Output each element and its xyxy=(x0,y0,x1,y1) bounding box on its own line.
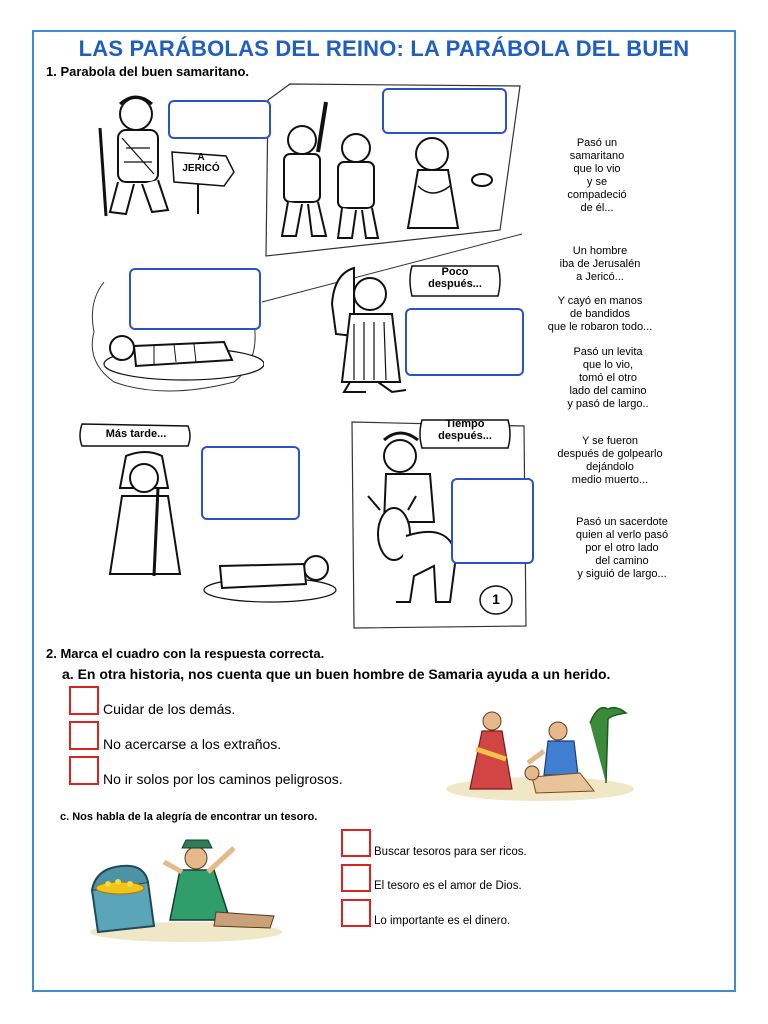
treasure-illustration xyxy=(84,832,288,944)
answer-box-2[interactable] xyxy=(382,88,507,134)
good-samaritan-illustration xyxy=(440,703,636,803)
question-a: a. En otra historia, nos cuenta que un buen hombre de Samaria ayuda a un herido. xyxy=(62,666,611,682)
section-1-heading: 1. Parabola del buen samaritano. xyxy=(46,64,250,79)
checkbox-c-3[interactable] xyxy=(341,899,371,927)
caption-sacerdote: Pasó un sacerdote quien al verlo pasó por el otro lado del camino y siguió de largo... xyxy=(575,516,669,580)
option-a-2: No acercarse a los extraños. xyxy=(103,736,282,752)
checkbox-a-3[interactable] xyxy=(69,756,99,785)
checkbox-a-1[interactable] xyxy=(69,686,99,715)
caption-bandidos: Y cayó en manos de bandidos que le robaron todo... xyxy=(547,295,653,333)
page-number: 1 xyxy=(492,591,500,607)
banner-poco-text: Poco después... xyxy=(428,266,482,290)
option-c-3: Lo importante es el dinero. xyxy=(374,915,511,927)
answer-box-1[interactable] xyxy=(168,100,271,139)
levite-figure xyxy=(314,264,414,394)
option-a-1: Cuidar de los demás. xyxy=(103,701,236,717)
checkbox-c-2[interactable] xyxy=(341,864,371,892)
page-title: LAS PARÁBOLAS DEL REINO: LA PARÁBOLA DEL BUEN xyxy=(78,36,690,61)
banner-mas-tarde-text: Más tarde... xyxy=(105,428,167,440)
checkbox-c-1[interactable] xyxy=(341,829,371,857)
priest-figure xyxy=(96,448,196,580)
checkbox-a-2[interactable] xyxy=(69,721,99,750)
caption-se-fueron: Y se fueron después de golpearlo dejándolo medio muerto... xyxy=(557,435,663,486)
answer-box-3[interactable] xyxy=(129,268,261,330)
caption-samaritano: Pasó un samaritano que lo vio y se compadeció de él... xyxy=(567,137,627,214)
option-c-1: Buscar tesoros para ser ricos. xyxy=(374,846,527,858)
answer-box-5[interactable] xyxy=(201,446,300,520)
answer-box-6[interactable] xyxy=(451,478,534,564)
caption-un-hombre: Un hombre iba de Jerusalén a Jericó... xyxy=(559,245,641,283)
jericho-sign-label: A JERICÓ xyxy=(182,152,220,174)
question-c: c. Nos habla de la alegría de encontrar un tesoro. xyxy=(60,811,318,823)
section-2-heading: 2. Marca el cuadro con la respuesta correcta. xyxy=(46,646,325,661)
wounded-man-figure-2 xyxy=(200,538,340,608)
caption-levita: Pasó un levita que lo vio, tomó el otro lado del camino y pasó de largo.. xyxy=(567,346,649,410)
option-a-3: No ir solos por los caminos peligrosos. xyxy=(103,771,343,787)
option-c-2: El tesoro es el amor de Dios. xyxy=(374,880,522,892)
banner-tiempo-text: Tiempo después... xyxy=(438,418,492,442)
answer-box-4[interactable] xyxy=(405,308,524,376)
